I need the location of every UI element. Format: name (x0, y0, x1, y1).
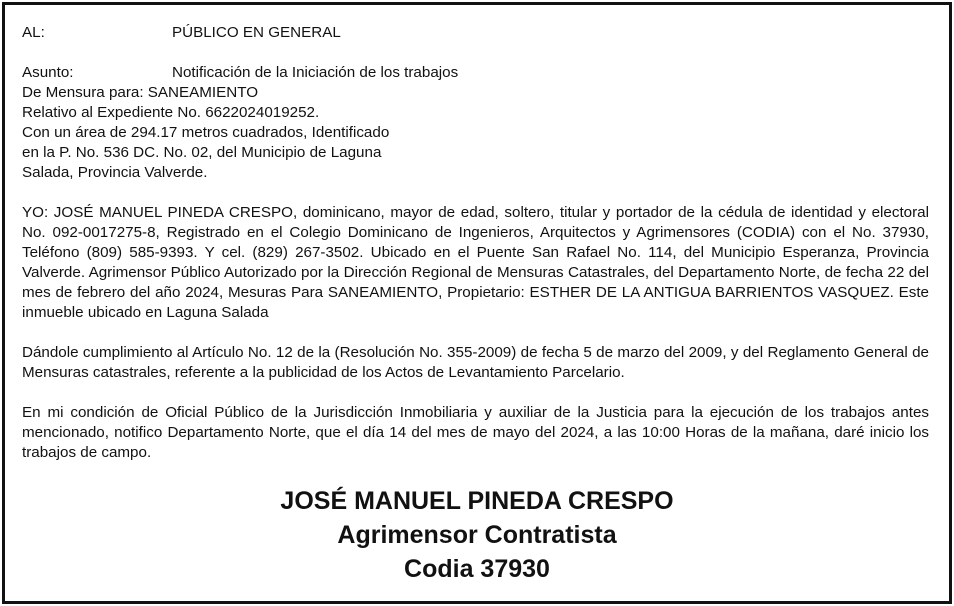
detail-line: Con un área de 294.17 metros cuadrados, Identificado (22, 124, 390, 141)
addressee-row (22, 23, 929, 43)
signer-title: Agrimensor Contratista (337, 521, 617, 549)
declaration-paragraph: YO: JOSÉ MANUEL PINEDA CRESPO, dominicano, mayor de edad, soltero, titular y portador de la cédula de identidad y electoral No. 092-0017275-8, Registrado en el Colegio Dominicano de Ingenieros, Arquitectos y Agrimensores (CODIA) con el No. 37930, Teléfono (809) 585-9393. Y cel. (829) 267-3502. Ubicado en el Puente San Rafael No. 114, del Municipio Esperanza, Provincia Valverde. Agrimensor Público Autorizado por la Dirección Regional de Mensuras Catastrales, del Departamento Norte, de fecha 22 del mes de febrero del año 2024, Mesuras Para SANEAMIENTO, Propietario: ESTHER DE LA ANTIGUA BARRIENTOS VASQUEZ. Este inmueble ubicado en Laguna Salada (22, 204, 929, 321)
notice-body (22, 23, 929, 463)
addressee-value: PÚBLICO EN GENERAL (172, 24, 341, 41)
signature-block (5, 484, 949, 586)
subject-value: Notificación de la Iniciación de los trabajos (172, 64, 459, 81)
detail-line: en la P. No. 536 DC. No. 02, del Municipio de Laguna (22, 144, 382, 161)
notice-frame (2, 2, 952, 604)
signer-codia: Codia 37930 (404, 555, 550, 583)
detail-line: Relativo al Expediente No. 6622024019252. (22, 104, 320, 121)
detail-line: De Mensura para: SANEAMIENTO (22, 84, 259, 101)
addressee-label: AL: (22, 24, 45, 41)
notification-paragraph: En mi condición de Oficial Público de la Jurisdicción Inmobiliaria y auxiliar de la Justicia para la ejecución de los trabajos antes mencionado, notifico Departamento Norte, que el día 14 del mes de mayo del 2024, a las 10:00 Horas de la mañana, daré inicio los trabajos de campo. (22, 404, 929, 461)
detail-line: Salada, Provincia Valverde. (22, 164, 208, 181)
compliance-paragraph: Dándole cumplimiento al Artículo No. 12 de la (Resolución No. 355-2009) de fecha 5 de marzo del 2009, y del Reglamento General de Mensuras catastrales, referente a la publicidad de los Actos de Levantamiento Parcelario. (22, 344, 929, 381)
subject-row (22, 63, 929, 83)
signer-name: JOSÉ MANUEL PINEDA CRESPO (280, 487, 674, 515)
subject-label: Asunto: (22, 64, 74, 81)
